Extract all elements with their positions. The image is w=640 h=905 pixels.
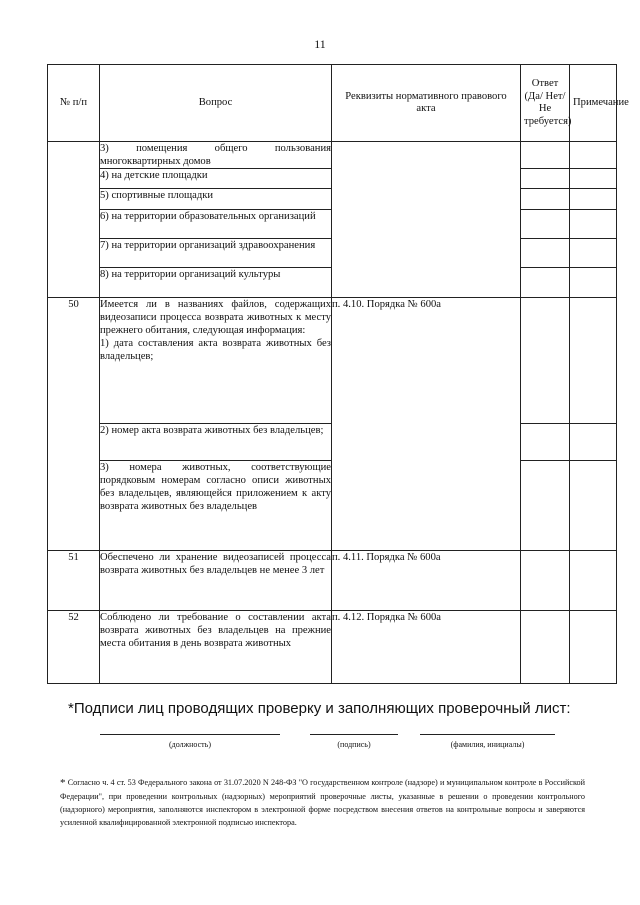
cell-note[interactable] — [570, 268, 617, 298]
cell-requisites: п. 4.10. Порядка № 600а — [332, 298, 521, 551]
cell-note[interactable] — [570, 169, 617, 189]
cell-num-continuation — [48, 142, 100, 298]
cell-question-item: 8) на территории организаций культуры — [100, 268, 332, 298]
name-line[interactable] — [420, 734, 555, 735]
cell-num: 50 — [48, 298, 100, 551]
signatures-title: *Подписи лиц проводящих проверку и заполняющих проверочный лист: — [68, 700, 571, 717]
header-note: Примечание — [570, 65, 617, 142]
checklist-table — [47, 64, 629, 684]
signature-line[interactable] — [310, 734, 398, 735]
header-num: № п/п — [48, 65, 100, 142]
cell-answer[interactable] — [521, 210, 570, 239]
position-caption: (должность) — [169, 740, 211, 749]
table-header-row — [48, 65, 617, 142]
cell-note[interactable] — [570, 424, 617, 461]
header-answer: Ответ (Да/ Нет/Не требуется) — [521, 65, 570, 142]
table-row — [48, 611, 617, 684]
cell-question: Соблюдено ли требование о составлении акта возврата животных без владельцев на прежние места обитания в день возврата животных — [100, 611, 332, 684]
name-caption: (фамилия, инициалы) — [450, 740, 525, 749]
cell-question-item: 4) на детские площадки — [100, 169, 332, 189]
cell-note[interactable] — [570, 551, 617, 611]
cell-question-item: 3) номера животных, соответствующие порядковым номерам согласно описи животных без владельцев, являющейся приложением к акту возврата животных без владельцев — [100, 461, 332, 551]
cell-num: 52 — [48, 611, 100, 684]
cell-answer[interactable] — [521, 239, 570, 268]
cell-num: 51 — [48, 551, 100, 611]
cell-answer[interactable] — [521, 169, 570, 189]
table-row — [48, 142, 617, 169]
cell-requisites-continuation — [332, 142, 521, 298]
position-line[interactable] — [100, 734, 280, 735]
table-row — [48, 298, 617, 424]
cell-answer[interactable] — [521, 611, 570, 684]
cell-note[interactable] — [570, 298, 617, 424]
cell-note[interactable] — [570, 461, 617, 551]
cell-question-item: 6) на территории образовательных организаций — [100, 210, 332, 239]
cell-note[interactable] — [570, 189, 617, 210]
cell-answer[interactable] — [521, 268, 570, 298]
cell-question-item: 3) помещения общего пользования многоквартирных домов — [100, 143, 331, 167]
cell-note[interactable] — [570, 142, 617, 169]
cell-note[interactable] — [570, 239, 617, 268]
cell-note[interactable] — [570, 611, 617, 684]
signature-caption: (подпись) — [337, 740, 371, 749]
cell-answer[interactable] — [521, 461, 570, 551]
cell-question: Обеспечено ли хранение видеозаписей процесса возврата животных без владельцев не менее 3 лет — [100, 551, 332, 611]
cell-answer[interactable] — [521, 142, 570, 169]
footnote-mark: * — [60, 777, 66, 789]
cell-answer[interactable] — [521, 298, 570, 424]
cell-note[interactable] — [570, 210, 617, 239]
header-requisites: Реквизиты нормативного правового акта — [332, 65, 521, 142]
cell-question-item: 5) спортивные площадки — [100, 189, 332, 210]
cell-question-item: 2) номер акта возврата животных без владельцев; — [100, 424, 332, 461]
question-subitem: 1) дата составления акта возврата животных без владельцев; — [100, 338, 331, 362]
header-question: Вопрос — [100, 65, 332, 142]
cell-answer[interactable] — [521, 189, 570, 210]
cell-answer[interactable] — [521, 424, 570, 461]
footnote — [60, 776, 585, 829]
footnote-text: Согласно ч. 4 ст. 53 Федерального закона от 31.07.2020 N 248-ФЗ "О государственном контроле (надзоре) и муниципальном контроле в Российской Федерации", при проведении контрольных (надзорных) мероприятий проверочные листы, указанные в решении о проведении контрольного (надзорного) мероприятия, заполняются инспектором в электронной форме посредством внесения ответов на контрольные вопросы и заверяются усиленной квалифицированной электронной подписью инспектора. — [60, 778, 586, 827]
table-row — [48, 551, 617, 611]
page-number: 11 — [314, 37, 326, 51]
cell-question — [100, 298, 332, 424]
cell-requisites: п. 4.11. Порядка № 600а — [332, 551, 521, 611]
cell-requisites: п. 4.12. Порядка № 600а — [332, 611, 521, 684]
question-text: Имеется ли в названиях файлов, содержащих видеозаписи процесса возврата животных к месту прежнего обитания, следующая информация: — [100, 299, 331, 336]
cell-question-item: 7) на территории организаций здравоохранения — [100, 239, 332, 268]
cell-answer[interactable] — [521, 551, 570, 611]
